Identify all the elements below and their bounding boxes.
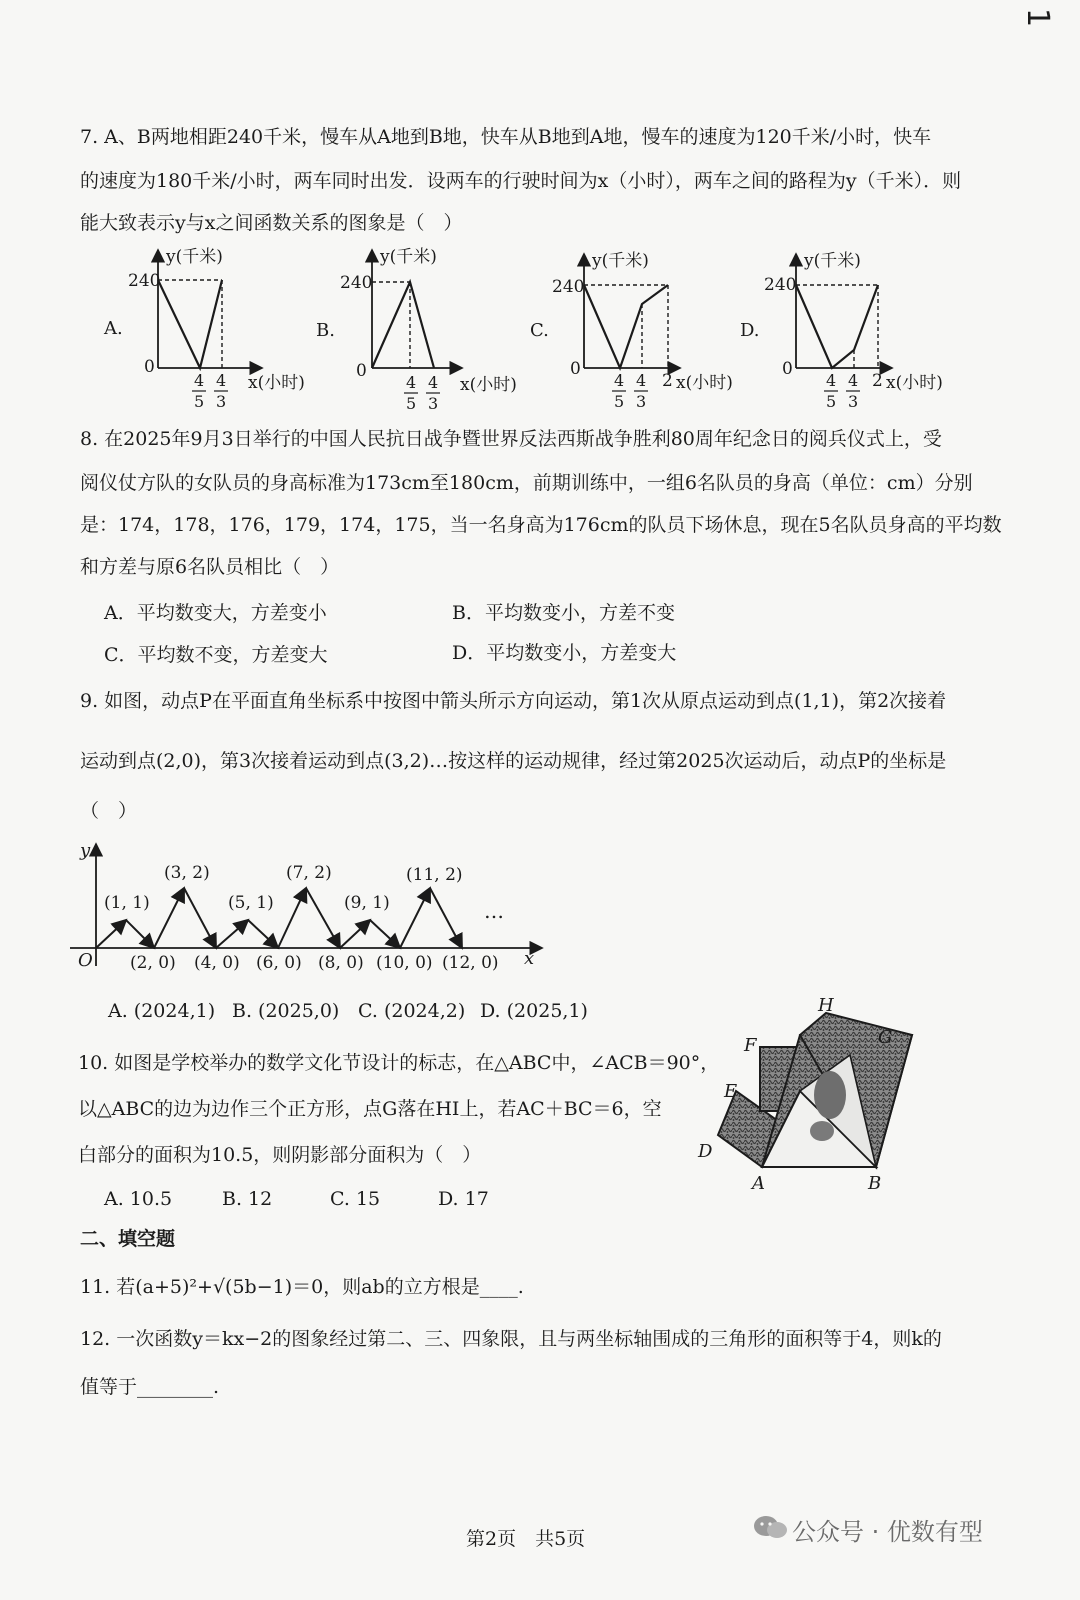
q9-option-c: C. (2024,2): [358, 1000, 466, 1022]
svg-text:3: 3: [216, 392, 227, 411]
svg-text:4: 4: [216, 371, 227, 390]
q9-point-6-0: (6, 0): [256, 953, 302, 973]
a-origin: 0: [144, 357, 155, 377]
svg-text:3: 3: [636, 392, 647, 411]
svg-text:y(千米): y(千米): [592, 251, 649, 271]
a-y-240: 240: [128, 271, 161, 291]
svg-text:0: 0: [356, 361, 367, 381]
q10-line-1: 10. 如图是学校举办的数学文化节设计的标志，在△ABC中，∠ACB＝90°，: [78, 1052, 720, 1074]
q9-y-label: y: [80, 840, 91, 861]
q10-option-d: D. 17: [438, 1188, 489, 1210]
q10-label-f: F: [744, 1035, 757, 1056]
option-b-label: B.: [316, 320, 335, 341]
svg-text:y(千米): y(千米): [380, 247, 437, 267]
svg-text:2: 2: [872, 371, 883, 391]
q12-line-2: 值等于________.: [80, 1376, 220, 1398]
a-graph-line: [158, 280, 222, 368]
q9-line-3: （ ）: [80, 800, 138, 822]
svg-text:4: 4: [848, 371, 859, 390]
q7-graphs: [0, 240, 1080, 420]
graph-d: [740, 251, 943, 411]
svg-text:4: 4: [636, 371, 647, 390]
svg-text:4: 4: [826, 371, 837, 390]
svg-text:5: 5: [194, 392, 205, 411]
q9-line-2: 运动到点(2,0)，第3次接着运动到点(3,2)…按这样的运动规律，经过第2025次运动后，动点P的坐标是: [80, 750, 947, 772]
q10-label-b: B: [868, 1173, 882, 1194]
q9-point-10-0: (10, 0): [376, 953, 433, 973]
q7-line-2: 的速度为180千米/小时，两车同时出发．设两车的行驶时间为x（小时），两车之间的路程为y（千米）．则: [80, 170, 962, 192]
graph-b: [316, 247, 517, 413]
q8-option-d: D．平均数变小，方差变大: [452, 642, 677, 664]
svg-text:4: 4: [406, 373, 417, 392]
q9-origin: O: [78, 950, 93, 971]
q8-line-4: 和方差与原6名队员相比（ ）: [80, 556, 340, 578]
q9-point-1-1: (1, 1): [104, 893, 150, 913]
watermark-text: 公众号 · 优数有型: [792, 1518, 983, 1546]
svg-text:0: 0: [782, 359, 793, 379]
q9-option-a: A. (2024,1): [108, 1000, 216, 1022]
option-c-label: C.: [530, 320, 549, 341]
q9-point-12-0: (12, 0): [442, 953, 499, 973]
q10-option-c: C. 15: [330, 1188, 381, 1210]
q12-line-1: 12. 一次函数y＝kx−2的图象经过第二、三、四象限，且与两坐标轴围成的三角形的面积等于4，则k的: [80, 1328, 942, 1350]
q10-label-d: D: [698, 1141, 713, 1162]
d-graph-line: [796, 285, 878, 368]
svg-text:2: 2: [662, 371, 673, 391]
q9-point-9-1: (9, 1): [344, 893, 390, 913]
svg-text:240: 240: [340, 273, 373, 293]
svg-text:x(小时): x(小时): [676, 373, 733, 393]
svg-text:5: 5: [826, 392, 837, 411]
q7-line-1: 7. A、B两地相距240千米，慢车从A地到B地，快车从B地到A地，慢车的速度为120千米/小时，快车: [80, 126, 932, 148]
svg-text:0: 0: [570, 359, 581, 379]
svg-text:4: 4: [194, 371, 205, 390]
svg-text:5: 5: [406, 394, 417, 413]
svg-text:3: 3: [848, 392, 859, 411]
q9-option-d: D. (2025,1): [480, 1000, 588, 1022]
svg-text:4: 4: [428, 373, 439, 392]
q8-line-3: 是：174，178，176，179，174，175，当一名身高为176cm的队员下场休息，现在5名队员身高的平均数: [80, 514, 1002, 536]
q8-line-2: 阅仪仗方队的女队员的身高标准为173cm至180cm，前期训练中，一组6名队员的身高（单位：cm）分别: [80, 472, 973, 494]
svg-text:240: 240: [764, 275, 797, 295]
q10-label-h: H: [818, 995, 834, 1016]
svg-text:5: 5: [614, 392, 625, 411]
q8-line-1: 8. 在2025年9月3日举行的中国人民抗日战争暨世界反法西斯战争胜利80周年纪念日的阅兵仪式上，受: [80, 428, 942, 450]
q10-option-b: B. 12: [222, 1188, 273, 1210]
q8-option-b: B．平均数变小，方差不变: [452, 602, 675, 624]
q11-text: 11. 若(a+5)²+√(5b−1)＝0，则ab的立方根是____.: [80, 1276, 524, 1298]
q10-label-g: G: [878, 1027, 893, 1048]
svg-text:4: 4: [614, 371, 625, 390]
q10-line-3: 白部分的面积为10.5，则阴影部分面积为（ ）: [78, 1144, 482, 1166]
q9-point-4-0: (4, 0): [194, 953, 240, 973]
q9-line-1: 9. 如图，动点P在平面直角坐标系中按图中箭头所示方向运动，第1次从原点运动到点(1,1)，第2次接着: [80, 690, 947, 712]
q10-logo-figure: [690, 995, 950, 1200]
svg-text:x(小时): x(小时): [460, 375, 517, 395]
svg-text:y(千米): y(千米): [804, 251, 861, 271]
c-graph-line: [584, 285, 668, 368]
q10-label-a: A: [752, 1173, 765, 1194]
q10-option-a: A. 10.5: [104, 1188, 173, 1210]
q9-ellipsis: …: [484, 899, 504, 923]
a-x-label: x(小时): [248, 373, 305, 393]
q9-point-5-1: (5, 1): [228, 893, 274, 913]
q9-point-3-2: (3, 2): [164, 863, 210, 883]
q10-line-2: 以△ABC的边为边作三个正方形，点G落在HI上，若AC＋BC＝6，空: [78, 1098, 662, 1120]
q9-x-label: x: [524, 948, 535, 969]
q9-option-b: B. (2025,0): [232, 1000, 340, 1022]
q9-point-2-0: (2, 0): [130, 953, 176, 973]
q10-label-e: E: [724, 1081, 738, 1102]
q8-option-c: C．平均数不变，方差变大: [104, 644, 328, 666]
q8-option-a: A．平均数变大，方差变小: [104, 602, 327, 624]
b-graph-line: [372, 282, 434, 368]
corner-page-mark: 1: [1020, 7, 1056, 28]
q9-point-7-2: (7, 2): [286, 863, 332, 883]
option-d-label: D.: [740, 320, 760, 341]
q9-motion-figure: [0, 836, 1080, 986]
wechat-icon: [752, 1514, 790, 1540]
q7-line-3: 能大致表示y与x之间函数关系的图象是（ ）: [80, 212, 463, 234]
section-title-fill-in: 二、填空题: [80, 1228, 176, 1250]
svg-text:x(小时): x(小时): [886, 373, 943, 393]
svg-text:240: 240: [552, 277, 585, 297]
graph-c: [530, 251, 733, 411]
q9-point-8-0: (8, 0): [318, 953, 364, 973]
option-a-label: A.: [104, 318, 123, 339]
a-y-label: y(千米): [166, 247, 223, 267]
svg-text:3: 3: [428, 394, 439, 413]
graph-a: [103, 247, 305, 411]
q9-point-11-2: (11, 2): [406, 865, 463, 885]
page-number: 第2页 共5页: [466, 1528, 586, 1550]
